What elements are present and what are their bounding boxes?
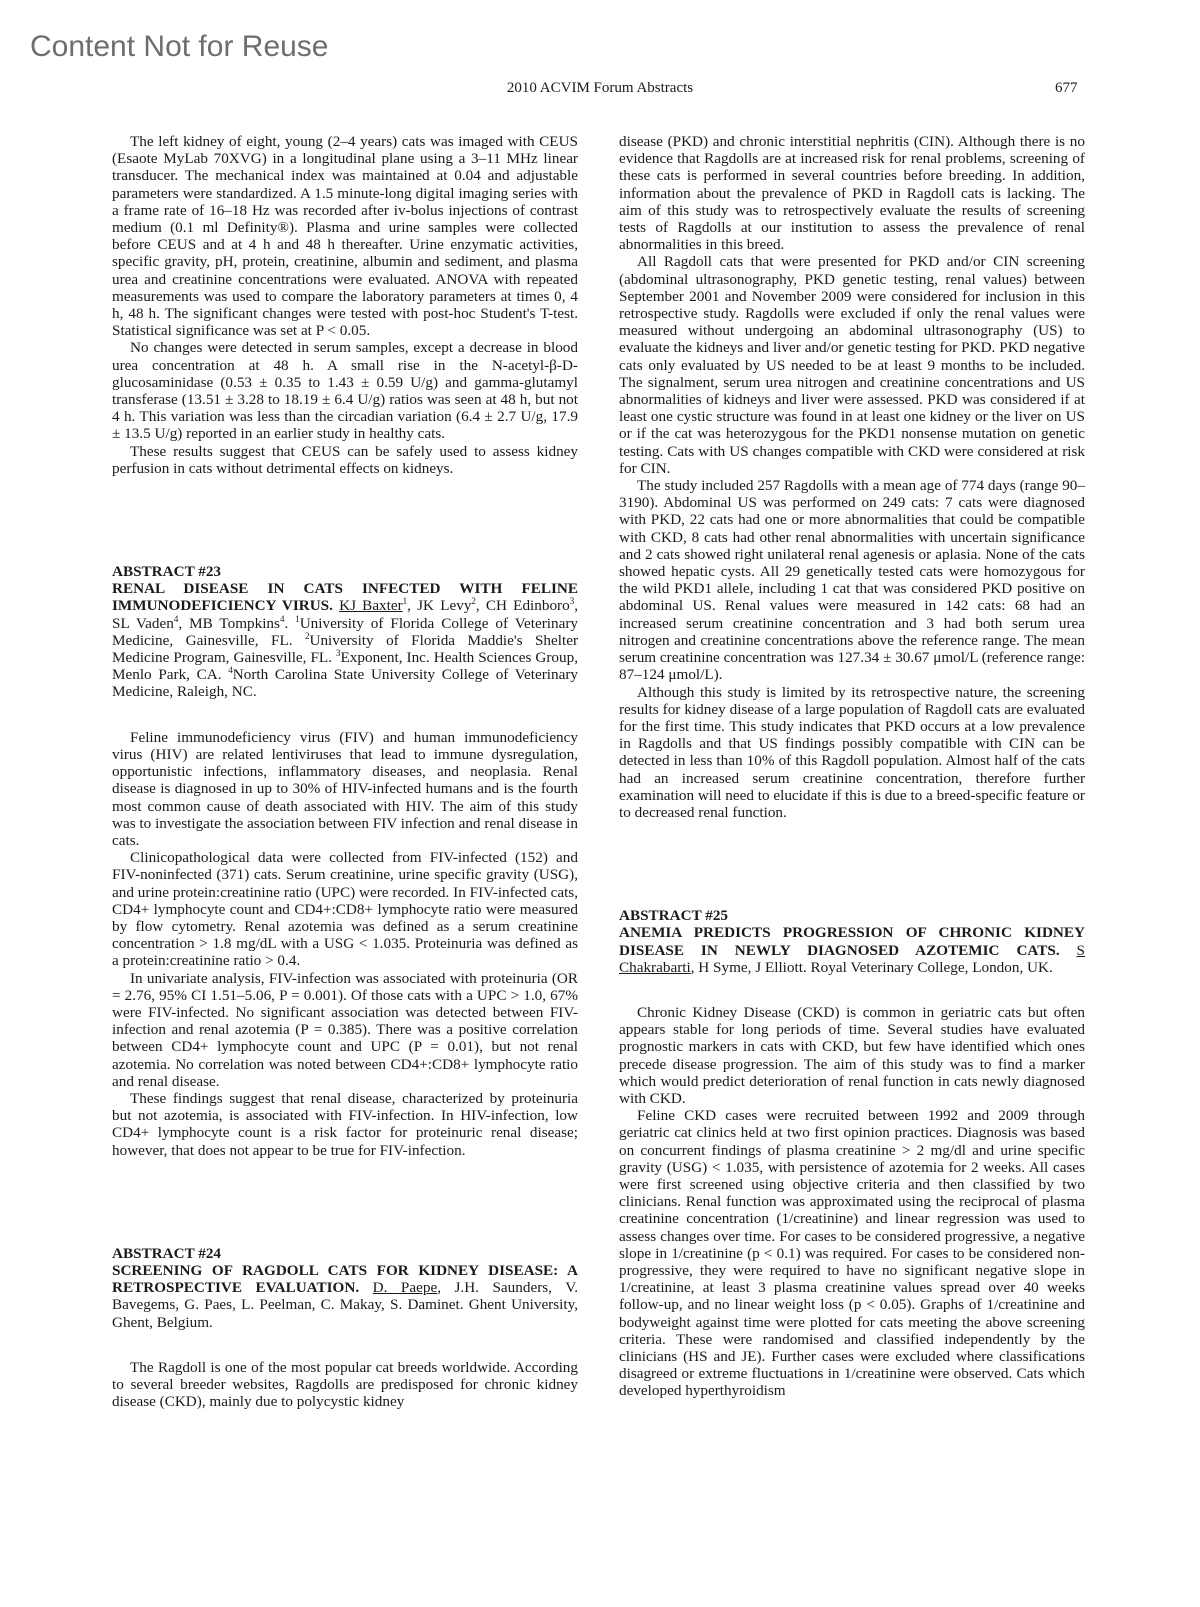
abstract-number: ABSTRACT #24 — [112, 1244, 222, 1262]
author-list: KJ Baxter$^1$, JK Levy$^2$, CH Edinboro$^3$, SL Vaden$^4$, MB Tompkins$^4$. $^1$University of Florida College of Veterinary Medicine, Gainesville, FL. $^2$University of Florida Maddie's Shelter Medicine Program, Gainesville, FL. $^3$Exponent, Inc. Health Sciences Group, Menlo Park, CA. $^4$North Carolina State University College of Veterinary Medicine, Raleigh, NC. — [112, 596, 579, 701]
affiliation-marker: 2 — [471, 596, 476, 607]
presenting-author: S Chakrabarti — [619, 941, 1085, 976]
running-title: 2010 ACVIM Forum Abstracts — [506, 80, 694, 96]
affiliation-marker: 4 — [279, 613, 285, 624]
body-paragraph: Feline immunodeficiency virus (FIV) and human immunodeficiency virus (HIV) are related lentiviruses that lead to immune dysregulation, opportunistic infections, inflammatory diseases, and neoplasia. Renal disease is diagnosed in up to 30% of HIV-infected humans and is the fourth most common cause of death associated with HIV. The aim of this study was to investigate the association between FIV infection and renal disease in cats. — [112, 728, 578, 849]
affiliation-marker: 1 — [295, 613, 300, 624]
body-paragraph: Chronic Kidney Disease (CKD) is common in geriatric cats but often appears stable for long periods of time. Several studies have evaluated prognostic markers in cats with CKD, but few have identified which ones precede disease progression. The aim of this study was to find a marker which would predict deterioration of renal function in cats newly diagnosed with CKD. — [619, 1003, 1085, 1107]
affiliation: Exponent, Inc. Health Sciences Group, Menlo Park, CA. — [112, 649, 578, 684]
body-paragraph: These results suggest that CEUS can be safely used to assess kidney perfusion in cats without detrimental effects on kidneys. — [112, 442, 578, 477]
abstract-title-line — [619, 924, 1085, 976]
body-paragraph: All Ragdoll cats that were presented for PKD and/or CIN screening (abdominal ultrasonography, PKD genetic testing, renal values) between September 2001 and November 2009 were considered for inclusion in this retrospective study. Ragdolls were excluded if only the renal values were measured without undergoing an abdominal ultrasonography (US) to evaluate the kidneys and liver and/or genetic testing for PKD. PKD negative cats only evaluated by US needed to be at least 9 months to be included. The signalment, serum urea nitrogen and creatinine concentrations and US abnormalities of kidneys and liver were assessed. PKD was considered if at least one cystic structure was found in at least one kidney or the liver on US or if the cat was heterozygous for the PKD1 nonsense mutation on genetic testing. Cats with US changes compatible with CKD were considered at risk for CIN. — [619, 253, 1085, 477]
author: , MB Tompkins — [178, 614, 280, 632]
author: , H Syme, J Elliott. Royal Veterinary College, London, UK. — [690, 958, 1053, 976]
body-paragraph: The left kidney of eight, young (2–4 years) cats was imaged with CEUS (Esaote MyLab 70XVG) in a longitudinal plane using a 3–11 MHz linear transducer. The mechanical index was maintained at 0.04 and adjustable parameters were standardized. A 1.5 minute-long digital imaging series with a frame rate of 16–18 Hz was recorded after iv-bolus injections of contrast medium (0.1 ml Definity®). Plasma and urine samples were collected before CEUS and at 4 h and 48 h thereafter. Urine enzymatic activities, specific gravity, pH, protein, creatinine, albumin and sediment, and plasma urea and creatinine concentrations were evaluated. ANOVA with repeated measurements was used to compare the laboratory parameters at times 0, 4 h, 48 h. The significant changes were tested with post-hoc Student's T-test. Statistical significance was set at P < 0.05. — [112, 133, 578, 340]
body-paragraph: Clinicopathological data were collected from FIV-infected (152) and FIV-noninfected (371) cats. Serum creatinine, urine specific gravity (USG), and urine protein:creatinine ratio (UPC) were recorded. In FIV-infected cats, CD4+ lymphocyte count and CD4+:CD8+ lymphocyte ratio were measured by flow cytometry. Renal azotemia was defined as a serum creatinine concentration > 1.8 mg/dL with a USG < 1.035. Proteinuria was defined as a protein:creatinine ratio > 0.4. — [112, 849, 578, 970]
author: , SL Vaden — [112, 597, 578, 632]
abstract-title-line — [112, 1262, 578, 1331]
abstract-title-line — [112, 580, 578, 700]
body-paragraph: In univariate analysis, FIV-infection was associated with proteinuria (OR = 2.76, 95% CI 1.51–5.06, P = 0.001). Of those cats with a UPC > 1.0, 67% were FIV-infected. No significant association was detected between FIV-infection and renal azotemia (P = 0.385). There was a positive correlation between CD4+ lymphocyte count and UPC (P = 0.01), but not renal azotemia. No correlation was noted between CD4+:CD8+ lymphocyte ratio and renal disease. — [112, 969, 578, 1090]
abstract-number: ABSTRACT #25 — [619, 907, 729, 925]
abstract-title: ANEMIA PREDICTS PROGRESSION OF CHRONIC KIDNEY DISEASE IN NEWLY DIAGNOSED AZOTEMIC CATS. — [619, 924, 1085, 959]
abstract-number: ABSTRACT #23 — [112, 563, 222, 581]
abstract-24 — [112, 1245, 578, 1411]
body-paragraph: Although this study is limited by its retrospective nature, the screening results for kidney disease of a large population of Ragdoll cats are evaluated for the first time. This study indicates that PKD occurs at a low prevalence in Ragdolls and that US findings possibly compatible with CIN can be detected in less than 10% of this Ragdoll population. Almost half of the cats had an increased serum creatinine concentration, therefore further examination will need to elucidate if this is due to a breed-specific feature or to decreased renal function. — [619, 683, 1085, 821]
presenting-author: D. Paepe — [372, 1279, 438, 1297]
affiliation: University of Florida Maddie's Shelter Medicine Program, Gainesville, FL. — [112, 631, 579, 667]
body-paragraph: Feline CKD cases were recruited between 1992 and 2009 through geriatric cat clinics held at two first opinion practices. Diagnosis was based on concurrent findings of plasma creatinine > 2 mg/dl and urine specific gravity (USG) < 1.035, with persistence of azotemia for 2 weeks. All cases were first screened using objective criteria and then classified by two clinicians. Renal function was approximated using the reciprocal of plasma creatinine concentration (1/creatinine) and linear regression was used to assess changes over time. For cases to be considered progressive, a negative slope in 1/creatinine (p < 0.1) was required. For cases to be considered non-progressive, they were required to have no significant negative slope in 1/creatinine, at least 3 plasma creatinine values spread over 40 weeks follow-up, and no linear weight loss (p < 0.05). Graphs of 1/creatinine and bodyweight against time were plotted for cats meeting the above screening criteria. These were randomised and classified independently by the clinicians (HS and JE). Further cases were excluded where classifications disagreed or extreme fluctuations in 1/creatinine were observed. Cats which developed hyperthyroidism — [619, 1107, 1085, 1400]
page-number: 677 — [1055, 80, 1078, 96]
body-paragraph: disease (PKD) and chronic interstitial nephritis (CIN). Although there is no evidence that Ragdolls are at increased risk for renal problems, screening of these cats is performed in several countries before breeding. In addition, information about the prevalence of PKD in Ragdoll cats is lacking. The aim of this study was to retrospectively evaluate the results of screening tests of Ragdolls at our institution to assess the prevalence of renal abnormalities in this breed. — [619, 133, 1085, 254]
watermark: Content Not for Reuse — [30, 30, 329, 63]
affiliation: University of Florida College of Veterinary Medicine, Gainesville, FL. — [112, 614, 579, 649]
author: , CH Edinboro — [475, 597, 570, 615]
abstract-title: SCREENING OF RAGDOLL CATS FOR KIDNEY DISEASE: A RETROSPECTIVE EVALUATION. — [112, 1261, 578, 1297]
affiliation-marker: 3 — [336, 648, 341, 659]
body-paragraph: The Ragdoll is one of the most popular cat breeds worldwide. According to several breeder websites, Ragdolls are predisposed for chronic kidney disease (CKD), mainly due to polycystic kidney — [112, 1358, 578, 1411]
presenting-author: KJ Baxter — [339, 597, 403, 615]
affiliation-marker: 1 — [402, 596, 408, 607]
left-column — [112, 133, 578, 1410]
author: , J.H. Saunders, V. Bavegems, G. Paes, L. Peelman, C. Makay, S. Daminet. Ghent University, Ghent, Belgium. — [112, 1279, 579, 1331]
affiliation-marker: 4 — [173, 613, 179, 624]
abstract-25 — [619, 907, 1085, 1399]
right-column — [619, 133, 1085, 1400]
author: , JK Levy — [407, 597, 472, 615]
affiliation-marker: 2 — [305, 630, 310, 641]
affiliation-marker: 4 — [228, 665, 233, 676]
body-paragraph: No changes were detected in serum samples, except a decrease in blood urea concentration at 48 h. A small rise in the N-acetyl-β-D-glucosaminidase (0.53 ± 0.35 to 1.43 ± 0.59 U/g) and gamma-glutamyl transferase (13.51 ± 3.28 to 18.19 ± 6.4 U/g) ratios was seen at 48 h, but not 4 h. This variation was less than the circadian variation (6.4 ± 2.7 U/g, 17.9 ± 13.5 U/g) reported in an earlier study in healthy cats. — [112, 339, 578, 443]
body-paragraph: These findings suggest that renal disease, characterized by proteinuria but not azotemia, is associated with FIV-infection. In HIV-infection, low CD4+ lymphocyte count is a risk factor for proteinuric renal disease; however, that does not appear to be true for FIV-infection. — [112, 1089, 578, 1159]
abstract-23 — [112, 563, 578, 1159]
affiliation-marker: 3 — [569, 596, 575, 607]
body-paragraph: The study included 257 Ragdolls with a mean age of 774 days (range 90–3190). Abdominal US was performed on 249 cats: 7 cats were diagnosed with PKD, 22 cats had one or more abnormalities that could be compatible with CKD, 8 cats had other renal abnormalities with uncertain significance and 2 cats showed right unilateral renal agenesis or aplasia. None of the cats showed hepatic cysts. All 29 genetically tested cats were homozygous for the wild PKD1 allele, including 1 cat that was considered PKD positive on abdominal US. Renal values were measured in 142 cats: 68 had an increased serum creatinine concentration and 3 had both serum urea nitrogen and creatinine concentrations above the reference range. The mean serum creatinine concentration was 127.34 ± 30.67 μmol/L (reference range: 87–124 μmol/L). — [619, 477, 1085, 684]
affiliation: North Carolina State University College of Veterinary Medicine, Raleigh, NC. — [112, 666, 579, 701]
abstract-title: RENAL DISEASE IN CATS INFECTED WITH FELINE IMMUNODEFICIENCY VIRUS. — [112, 580, 578, 615]
